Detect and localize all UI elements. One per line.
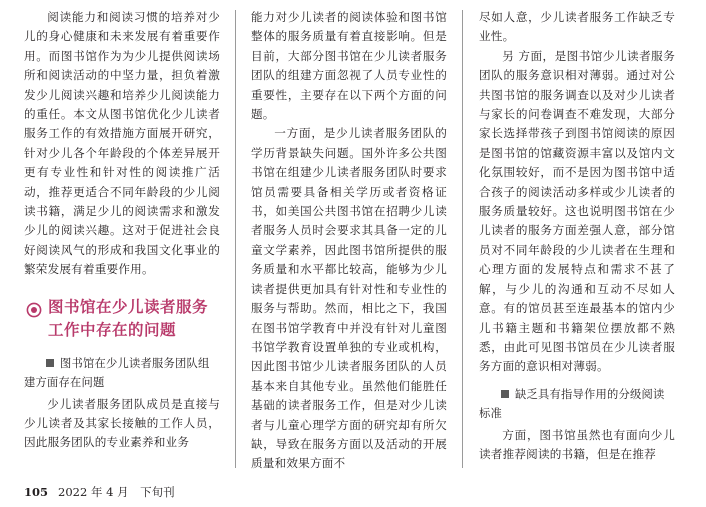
- page-footer: [24, 484, 175, 500]
- subheading-text: 图书馆在少儿读者服务团队组建方面存在问题: [24, 356, 210, 390]
- paragraph: 能力对少儿读者的阅读体验和图书馆整体的服务质量有着直接影响。但是目前，大部分图书馆在少儿读者服务团队的组建方面忽视了人员专业性的重要性，主要存在以下两个方面的问题。: [251, 10, 447, 122]
- column-2: [251, 8, 447, 474]
- subheading: [479, 385, 675, 424]
- column-divider: [235, 10, 236, 468]
- paragraph: 尽如人意，少儿读者服务工作缺乏专业性。: [479, 10, 675, 44]
- paragraph: 方面，图书馆虽然也有面向少儿读者推荐阅读的书籍，但是在推荐: [479, 427, 675, 461]
- square-bullet-icon: [501, 390, 509, 398]
- paragraph: 另 方面，是图书馆少儿读者服务团队的服务意识相对薄弱。通过对公共图书馆的服务调查以及对少儿读者与家长的问卷调查不难发现，大部分家长选择带孩子到图书馆阅读的原因是图书馆的馆藏资源丰富以及馆内文化氛围较好，而不是因为图书馆中适合孩子的阅读活动多样或少儿读者的服务质量较好。这也说明图书馆在少儿读者的服务方面差强人意，部分馆员对不同年龄段的少儿读者在生理和心理方面的发展特点和需求不甚了解，与少儿的沟通和互动不尽如人意。有的馆员甚至连最基本的馆内少儿书籍主题和书籍架位摆放都不熟悉，由此可见图书馆员在少儿读者服务方面的意识相对薄弱。: [479, 48, 675, 374]
- square-bullet-icon: [46, 359, 54, 367]
- paragraph: 阅读能力和阅读习惯的培养对少儿的身心健康和未来发展有着重要作用。而图书馆作为为少儿提供阅读场所和阅读活动的中坚力量，担负着激发少儿阅读兴趣和培养少儿阅读能力的重任。本文从图书馆优化少儿读者服务工作的有效措施方面展开研究，针对少儿各个年龄段的个体差异展开更有专业性和针对性的阅读推广活动，推荐更适合不同年龄段的少儿阅读书籍，满足少儿的阅读需求和激发少儿的阅读兴趣。这对于促进社会良好阅读风气的形成和我国文化事业的繁荣发展有着重要作用。: [24, 10, 220, 277]
- subheading-text: 缺乏具有指导作用的分级阅读标准: [479, 387, 665, 421]
- column-divider: [462, 10, 463, 468]
- page-number: 105: [24, 485, 49, 499]
- paragraph: 少儿读者服务团队成员是直接与少儿读者及其家长接触的工作人员，因此服务团队的专业素养和业务: [24, 396, 220, 450]
- column-3: [479, 8, 675, 464]
- paragraph: 一方面，是少儿读者服务团队的学历背景缺失问题。国外许多公共图书馆在组建少儿读者服务团队时要求馆员需要具备相关学历或者资格证书，如美国公共图书馆在招聘少儿读者服务人员时会要求其具备一定的儿童文学素养，因此图书馆所提供的服务质量和水平都比较高，能够为少儿读者提供更加具有针对性和专业性的服务与帮助。然而，相比之下，我国在图书馆学教育中并没有针对儿童图书馆学教育设置单独的专业或机构，因此图书馆少儿读者服务团队的人员基本来自其他专业。虽然他们能胜任基础的读者服务工作，但是对少儿读者与儿童心理学方面的研究却有所欠缺，导致在服务方面以及活动的开展质量和效果方面不: [251, 126, 447, 471]
- section-title: 图书馆在少儿读者服务工作中存在的问题: [48, 297, 209, 339]
- target-circle-icon: [26, 302, 42, 318]
- issue-info: 2022 年 4 月 下旬刊: [58, 485, 175, 499]
- section-heading: [24, 296, 220, 342]
- subheading: [24, 354, 220, 393]
- column-1: [24, 8, 220, 453]
